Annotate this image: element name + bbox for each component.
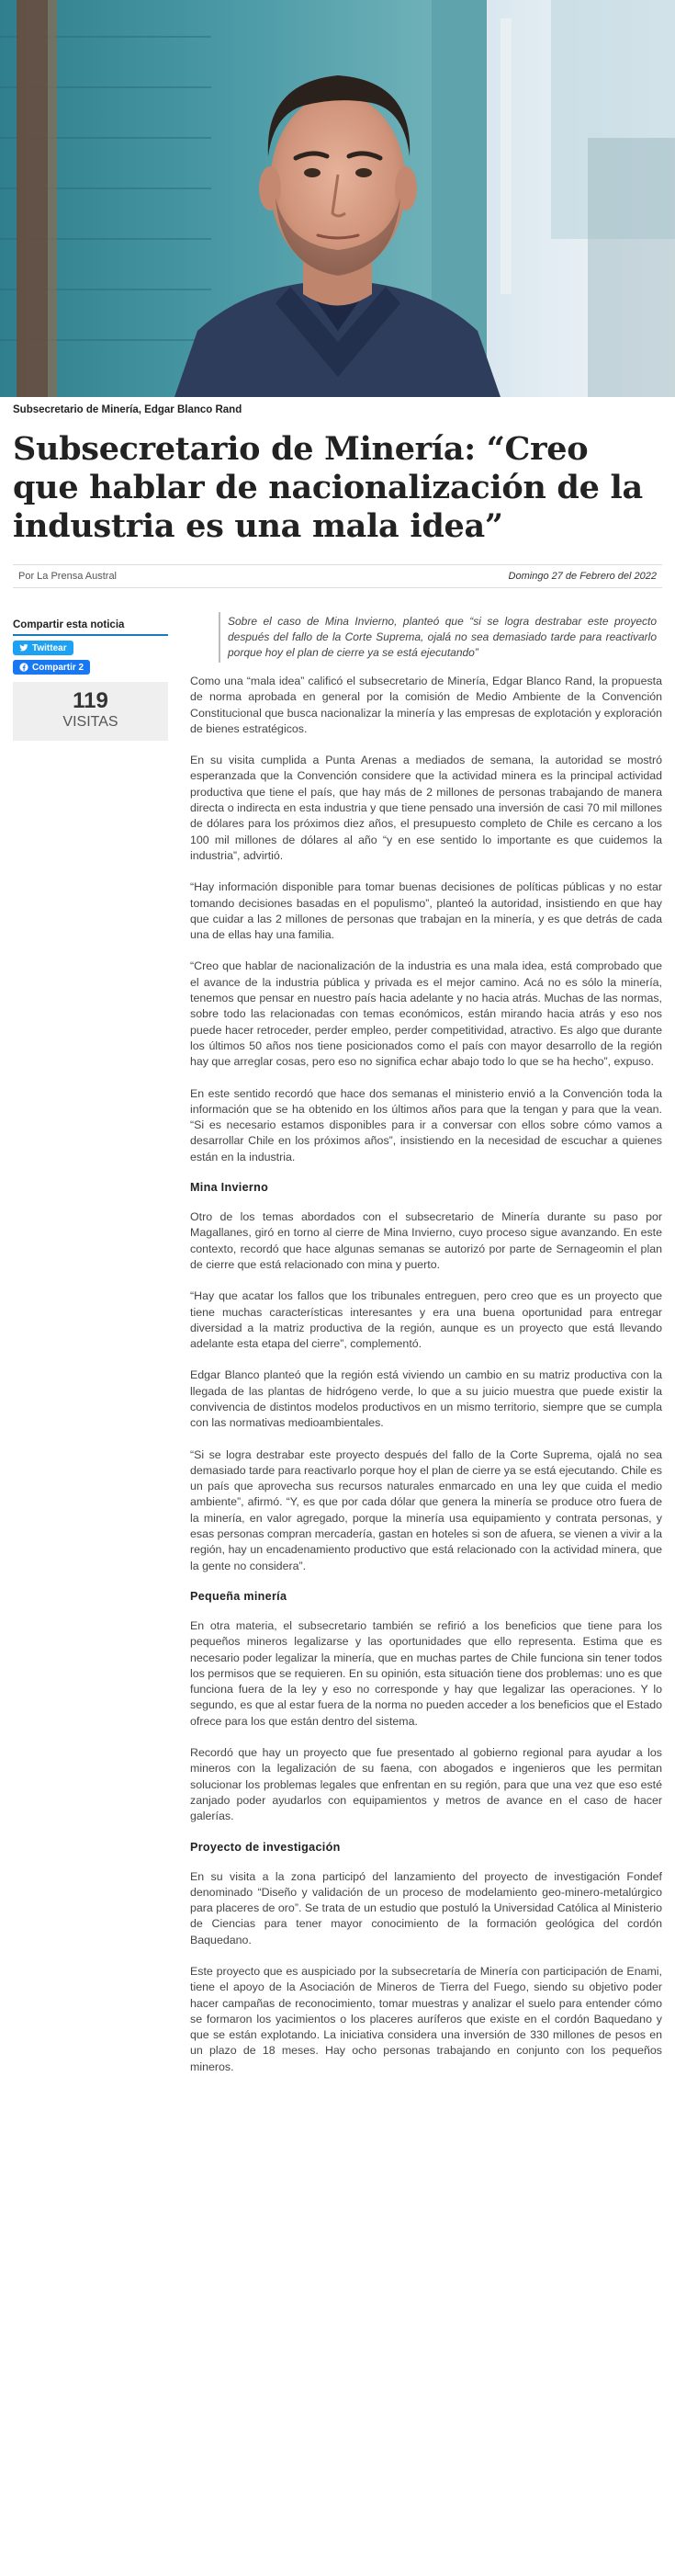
paragraph: “Hay que acatar los fallos que los tribunales entreguen, pero creo que es un proyecto que tiene muchas características interesantes y era una buena oportunidad para entregar diversidad a la matriz productiva de la región, aunque es un proyecto que está llevando adelante esta etapa del cierre”, complementó. (190, 1289, 662, 1351)
facebook-share-label: Compartir 2 (32, 662, 84, 673)
byline-bar (13, 564, 662, 588)
article-photo (0, 0, 675, 397)
paragraph: “Hay información disponible para tomar buenas decisiones de políticas públicas y no estar tomando decisiones basadas en el populismo”, planteó la autoridad, insistiendo en que hay que cuidar a las 2 millones de personas que trabajan en la minería, y es que detrás de cada una de ellas hay una familia. (190, 880, 662, 942)
twitter-share-label: Twittear (32, 642, 67, 653)
visits-counter (13, 682, 168, 741)
paragraph: Recordó que hay un proyecto que fue presentado al gobierno regional para ayudar a los mineros con la legalización de su faena, con abogados e ingenieros que les permitan solucionar los problemas legales que enfrentan en su región, para que una vez que eso esté zanjado poder ayudarlos con equipamientos y metros de avance en el caso de hacer galerías. (190, 1746, 662, 1823)
visits-count: 119 (73, 688, 108, 713)
photo-caption: Subsecretario de Minería, Edgar Blanco Rand (13, 404, 242, 415)
article-body (170, 612, 662, 2075)
facebook-share-button[interactable] (13, 660, 90, 675)
content (0, 612, 675, 2075)
pull-quote: Sobre el caso de Mina Invierno, planteó que “si se logra destrabar este proyecto después del fallo de la Corte Suprema, ojalá no sea demasiado tarde para reactivarlo porque hoy el plan de cierre ya se está ejecutando” (219, 612, 662, 663)
subheading: Proyecto de investigación (190, 1840, 341, 1854)
subheading: Mina Invierno (190, 1181, 269, 1195)
paragraph: Otro de los temas abordados con el subsecretario de Minería durante su paso por Magallanes, giró en torno al cierre de Mina Invierno, cuyo proceso sigue avanzando. En este contexto, recordó que hace algunas semanas se autorizó por parte de Sernageomin el plan de cierre que está relacionado con mina y puerto. (190, 1210, 662, 1271)
paragraph: En este sentido recordó que hace dos semanas el ministerio envió a la Convención toda la información que se ha obtenido en los últimos años para que la tengan y para que la vean. “Si es necesario estamos disponibles para ir a conversar con ellos sobre cómo vamos a desarrollar Chile en los próximos años”, insistiendo en la necesidad de escuchar a quienes están en la industria. (190, 1086, 662, 1163)
paragraph: Este proyecto que es auspiciado por la subsecretaría de Minería con participación de Enami, tiene el apoyo de la Asociación de Mineros de Tierra del Fuego, siendo su objetivo poder hacer campañas de reconocimiento, tomar muestras y analizar el suelo para entender cómo se formaron los yacimientos o los placeres auríferos que existe en el cordón Baquedano y que se están explotando. La iniciativa considera una inversión de 330 millones de pesos en un plazo de 18 meses. Hay ocho personas trabajando en conjunto con los pequeños mineros. (190, 1965, 662, 2073)
paragraph: Como una “mala idea” calificó el subsecretario de Minería, Edgar Blanco Rand, la propuesta de norma aprobada en general por la comisión de Medio Ambiente de la Convención Constitucional que busca nacionalizar la minería y las empresas de explotación y exploración de bienes estratégicos. (190, 675, 662, 735)
publish-date: Domingo 27 de Febrero del 2022 (508, 571, 657, 582)
twitter-icon (19, 643, 28, 653)
paragraph: En su visita cumplida a Punta Arenas a mediados de semana, la autoridad se mostró esperanzada que la Convención considere que la actividad minera es la principal actividad productiva que tiene el país, que hay más de 2 millones de personas trabajando de manera directa o indirecta en esta industria y que tiene pensado una inversión de casi 70 mil millones de dólares para los próximos diez años, el presupuesto completo de Chile es cercano a los 100 mil millones de dólares al año “y en ese sentido lo importante es que cuidemos la industria”, advirtió. (190, 754, 662, 862)
paragraph: “Si se logra destrabar este proyecto después del fallo de la Corte Suprema, ojalá no sea demasiado tarde para reactivarlo porque hoy el plan de cierre ya se está ejecutando. Chile es un país que aprovecha sus recursos naturales enmarcado en una ley que cuida el medio ambiente”, afirmó. “Y, es que por cada dólar que genera la minería se produce otro fuera de la minería, en valor agregado, porque la minería usa equipamiento y contrata personas, y esas personas compran mercadería, gastan en hoteles si son de afuera, se vienen a vivir a la región, hay un encadenamiento productivo que está relacionado con la actividad minera, que la gente no considera”. (190, 1447, 662, 1572)
article-headline: Subsecretario de Minería: “Creo que hablar de nacionalización de la industria es una mala idea” (13, 430, 643, 545)
paragraph: “Creo que hablar de nacionalización de la industria es una mala idea, está comprobado que el avance de la industria pública y privada es el mejor camino. Acá no es sólo la minería, tenemos que pensar en nuestro país hacia adelante y no hacia atrás. Muchas de las normas, sobre todo las relacionadas con temas económicos, están mirando hacia atrás y eso nos puede hacer retroceder, perder empleo, perder competitividad, atractivo. Es algo que durante los últimos 50 años nos tiene posicionados como el país con mayor desarrollo de la región hay que arreglar cosas, pero eso no significa echar abajo todo lo que se ha hecho”, expuso. (190, 959, 662, 1069)
paragraph: En otra materia, el subsecretario también se refirió a los beneficios que tiene para los pequeños mineros legalizarse y las oportunidades que ello representa. Estima que es necesario poder legalizar la minería, que en muchas partes de Chile funciona sin tener todos los permisos que se requieren. En su opinión, esta situación tiene dos problemas: uno es que funciona fuera de la ley y eso no corresponde y hay que legalizar las operaciones. Y lo segundo, es que al estar fuera de la norma no pueden acceder a los beneficios que el Estado ofrece para los que están dentro del sistema. (190, 1618, 662, 1728)
paragraph: Edgar Blanco planteó que la región está viviendo un cambio en su matriz productiva con la llegada de las plantas de hidrógeno verde, lo que a su juicio muestra que puede existir la convivencia de distintos modelos productivos en un mismo territorio, siempre que se cumpla con las normativas medioambientales. (190, 1368, 662, 1430)
facebook-icon (19, 663, 28, 672)
subheading: Pequeña minería (190, 1589, 287, 1603)
twitter-share-button[interactable] (13, 641, 73, 655)
visits-label: VISITAS (62, 714, 118, 730)
share-title: Compartir esta noticia (13, 619, 168, 636)
paragraph: En su visita a la zona participó del lanzamiento del proyecto de investigación Fondef denominado “Diseño y validación de un proceso de modelamiento geo-minero-metalúrgico para placeres de oro”. Se trata de un estudio que postuló la Universidad Católica al Ministerio de Ciencias para tener mayor conocimiento de la formación geológica del cordón Baquedano. (190, 1869, 662, 1946)
share-sidebar (13, 612, 170, 2075)
author: Por La Prensa Austral (18, 571, 118, 582)
